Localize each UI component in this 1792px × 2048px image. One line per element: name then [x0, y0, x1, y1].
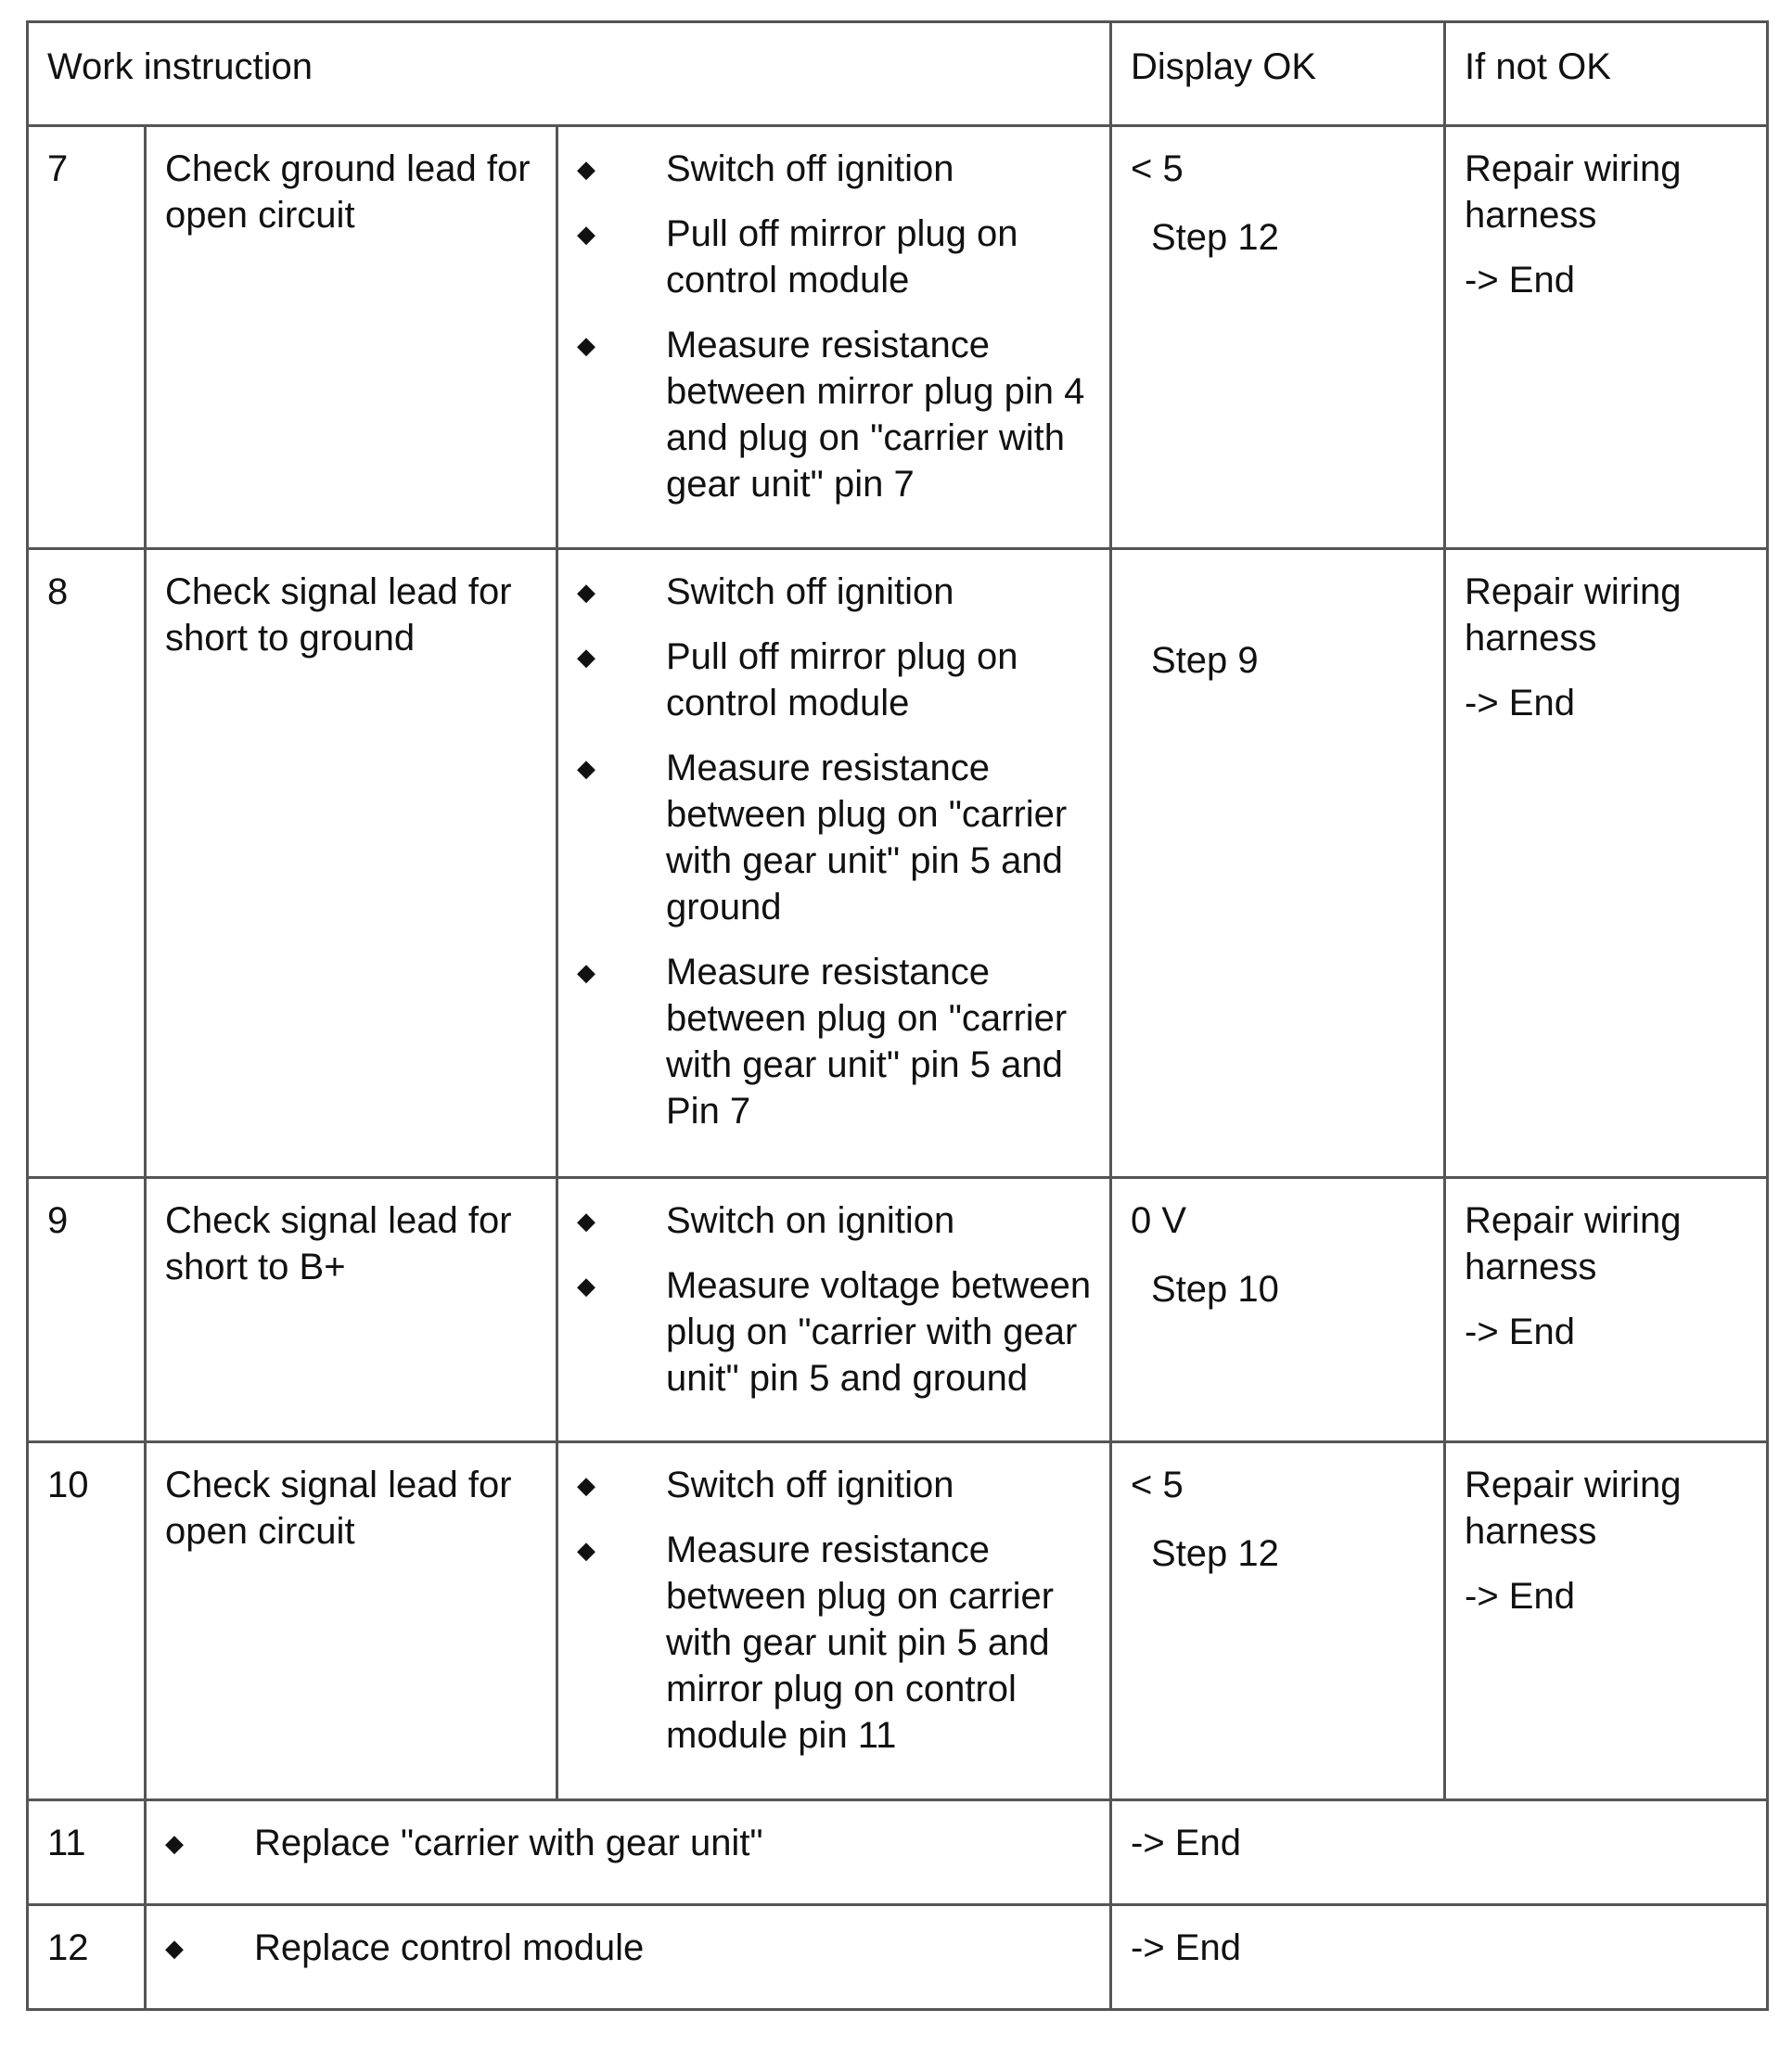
diamond-bullet-icon: ◆: [577, 1536, 595, 1564]
display-ok-value: [1131, 569, 1443, 615]
diamond-bullet-icon: ◆: [577, 643, 595, 671]
diamond-bullet-icon: ◆: [165, 1829, 184, 1857]
step-description: Check ground lead for open circuit: [146, 126, 557, 549]
instruction-item: ◆ Replace control module: [147, 1925, 1100, 1971]
step-number: 11: [28, 1800, 146, 1905]
diamond-bullet-icon: ◆: [165, 1934, 184, 1962]
diamond-bullet-icon: ◆: [577, 1272, 595, 1299]
table-row-step-9: [28, 1178, 1768, 1442]
step-number: 12: [28, 1905, 146, 2010]
if-not-ok-cell: [1445, 549, 1768, 1178]
if-not-ok-action: Repair wiring harness: [1465, 1465, 1682, 1552]
step-instructions: [557, 126, 1111, 549]
header-work-instruction: Work instruction: [28, 22, 1111, 126]
diamond-bullet-icon: ◆: [577, 754, 595, 782]
instruction-item: ◆ Switch off ignition: [558, 146, 1100, 192]
table-row-step-12: [28, 1905, 1768, 2010]
step-description: Check signal lead for short to ground: [146, 549, 557, 1178]
display-ok-cell: [1111, 1178, 1445, 1442]
if-not-ok-action: Repair wiring harness: [1465, 1200, 1682, 1287]
instruction-item: ◆ Measure resistance between plug on "carrier with gear unit" pin 5 and ground: [558, 745, 1100, 930]
instruction-item: ◆ Measure resistance between plug on "carrier with gear unit" pin 5 and Pin 7: [558, 949, 1100, 1134]
header-if-not-ok: If not OK: [1445, 22, 1768, 126]
display-ok-value: < 5: [1131, 148, 1184, 189]
step-instructions: [146, 1800, 1111, 1905]
step-instructions: [146, 1905, 1111, 2010]
display-ok-cell: [1111, 549, 1445, 1178]
diamond-bullet-icon: ◆: [577, 331, 595, 359]
work-instruction-table: [26, 20, 1769, 2011]
step-number: 8: [28, 549, 146, 1178]
if-not-ok-action: Repair wiring harness: [1465, 571, 1682, 659]
table-row-step-11: [28, 1800, 1768, 1905]
display-ok-cell: [1111, 126, 1445, 549]
if-not-ok-next: -> End: [1465, 683, 1575, 723]
table-header-row: [28, 22, 1768, 126]
display-ok-next: Step 10: [1151, 1269, 1279, 1310]
table-row-step-8: [28, 549, 1768, 1178]
if-not-ok-next: -> End: [1465, 260, 1575, 301]
diamond-bullet-icon: ◆: [577, 155, 595, 183]
step-instructions: [557, 1442, 1111, 1800]
if-not-ok-next: -> End: [1465, 1576, 1575, 1617]
instruction-item: ◆ Switch off ignition: [558, 1462, 1100, 1508]
if-not-ok-cell: [1445, 126, 1768, 549]
if-not-ok-action: Repair wiring harness: [1465, 148, 1682, 236]
if-not-ok-next: -> End: [1465, 1312, 1575, 1352]
instruction-item: ◆ Switch on ignition: [558, 1197, 1100, 1244]
diamond-bullet-icon: ◆: [577, 220, 595, 248]
instruction-item: ◆ Replace "carrier with gear unit": [147, 1820, 1100, 1866]
step-number: 9: [28, 1178, 146, 1442]
step-instructions: [557, 549, 1111, 1178]
display-ok-next: Step 12: [1151, 217, 1279, 258]
instruction-item: ◆ Pull off mirror plug on control module: [558, 211, 1100, 303]
display-ok-value: < 5: [1131, 1465, 1184, 1505]
instruction-item: ◆ Switch off ignition: [558, 569, 1100, 615]
display-ok-cell: [1111, 1442, 1445, 1800]
instruction-item: ◆ Measure voltage between plug on "carrier with gear unit" pin 5 and ground: [558, 1262, 1100, 1402]
table-row-step-10: [28, 1442, 1768, 1800]
diamond-bullet-icon: ◆: [577, 958, 595, 986]
table-row-step-7: [28, 126, 1768, 549]
step-description: Check signal lead for short to B+: [146, 1178, 557, 1442]
if-not-ok-cell: [1445, 1178, 1768, 1442]
step-number: 10: [28, 1442, 146, 1800]
step-description: Check signal lead for open circuit: [146, 1442, 557, 1800]
result-cell: -> End: [1111, 1905, 1768, 2010]
diamond-bullet-icon: ◆: [577, 1207, 595, 1235]
result-cell: -> End: [1111, 1800, 1768, 1905]
instruction-item: ◆ Measure resistance between plug on carrier with gear unit pin 5 and mirror plug on control module pin 11: [558, 1527, 1100, 1759]
instruction-item: ◆ Pull off mirror plug on control module: [558, 634, 1100, 726]
diamond-bullet-icon: ◆: [577, 578, 595, 606]
if-not-ok-cell: [1445, 1442, 1768, 1800]
display-ok-next: Step 9: [1151, 640, 1259, 681]
step-instructions: [557, 1178, 1111, 1442]
instruction-item: ◆ Measure resistance between mirror plug pin 4 and plug on "carrier with gear unit" pin 7: [558, 322, 1100, 507]
diamond-bullet-icon: ◆: [577, 1471, 595, 1499]
display-ok-value: 0 V: [1131, 1200, 1187, 1241]
header-display-ok: Display OK: [1111, 22, 1445, 126]
display-ok-next: Step 12: [1151, 1533, 1279, 1574]
step-number: 7: [28, 126, 146, 549]
